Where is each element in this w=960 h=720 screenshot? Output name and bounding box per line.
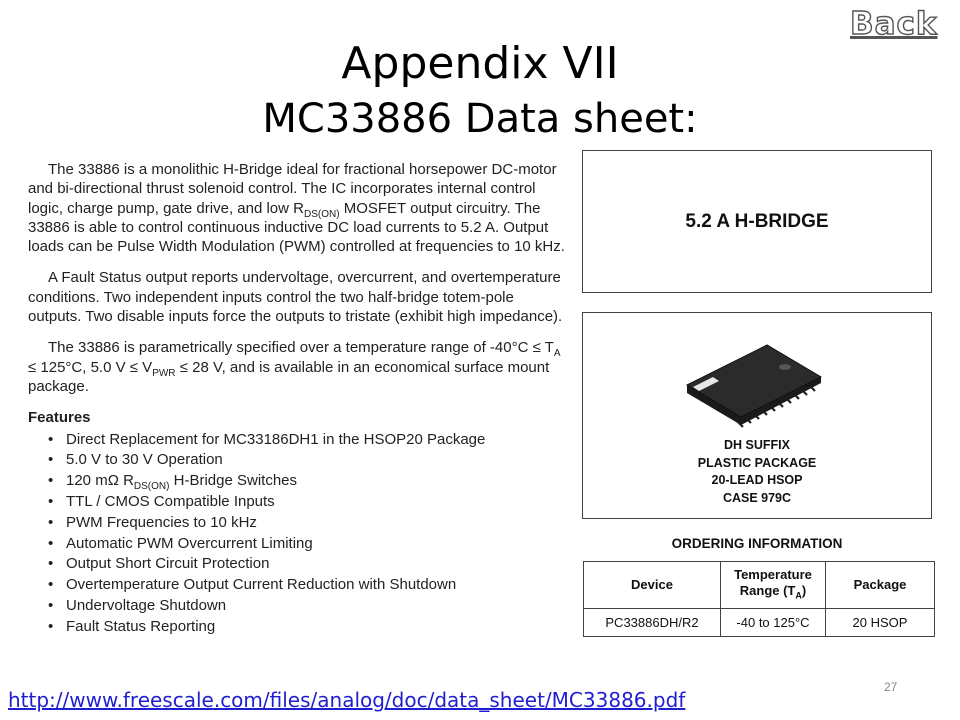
col-temp-line1: Temperature xyxy=(734,566,812,582)
list-item: • Automatic PWM Overcurrent Limiting xyxy=(48,534,568,555)
p3-text-a: The 33886 is parametrically specified over a temperature range of -40°C ≤ T xyxy=(48,339,554,357)
ordering-heading: ORDERING INFORMATION xyxy=(671,536,843,551)
datasheet-link[interactable]: http://www.freescale.com/files/analog/doc/data_sheet/MC33886.pdf xyxy=(8,688,686,712)
list-item: • Direct Replacement for MC33186DH1 in the HSOP20 Package xyxy=(48,430,568,451)
p3-text-c: ≤ 28 V, and is available in an economical surface mount package. xyxy=(28,358,550,395)
col-temp-paren: ) xyxy=(801,582,807,598)
item3-text-b: H-Bridge Switches xyxy=(169,472,298,490)
features-list xyxy=(28,430,568,638)
list-item: • 5.0 V to 30 V Operation xyxy=(48,450,568,471)
package-line-1: DH SUFFIX xyxy=(724,438,790,452)
cell-package: 20 HSOP xyxy=(826,609,935,637)
description-paragraph-3 xyxy=(28,338,568,396)
p1-subscript: DS(ON) xyxy=(303,208,340,220)
col-temp-subscript: A xyxy=(795,590,802,601)
description-paragraph-2: A Fault Status output reports undervoltage, overcurrent, and overtemperature conditions. Two independent inputs control the two half-bridge totem-pole outputs. Two disable inputs force the outputs to tristate (exhibit high impedance). xyxy=(28,269,563,326)
description-paragraph-1 xyxy=(28,160,568,256)
item3-text-a: 120 mΩ R xyxy=(66,472,134,490)
col-temperature xyxy=(721,562,826,609)
package-line-3: 20-LEAD HSOP xyxy=(711,473,803,487)
list-item: • Overtemperature Output Current Reduction with Shutdown xyxy=(48,575,568,596)
page-title: Appendix VII xyxy=(341,38,619,89)
features-heading: Features xyxy=(28,409,91,427)
list-item: • Undervoltage Shutdown xyxy=(48,596,568,617)
back-button[interactable]: Back xyxy=(850,6,938,42)
description-column xyxy=(28,160,568,638)
p3-subscript-2: PWR xyxy=(152,367,176,379)
cell-device: PC33886DH/R2 xyxy=(584,609,721,637)
ic-chip-icon xyxy=(679,333,829,433)
list-item: • Fault Status Reporting xyxy=(48,617,568,638)
package-box xyxy=(582,312,932,519)
package-line-4: CASE 979C xyxy=(722,490,792,505)
col-package: Package xyxy=(826,562,935,609)
ordering-table xyxy=(583,561,935,637)
list-item: • TTL / CMOS Compatible Inputs xyxy=(48,492,568,513)
table-header-row xyxy=(584,562,935,609)
p3-subscript-1: A xyxy=(553,348,561,360)
list-item: • Output Short Circuit Protection xyxy=(48,554,568,575)
col-temp-line2: Range (T xyxy=(739,582,796,598)
item3-subscript: DS(ON) xyxy=(133,481,170,493)
page-number: 27 xyxy=(884,680,898,694)
col-device: Device xyxy=(584,562,721,609)
product-title-box xyxy=(582,150,932,293)
p1-text-a: The 33886 is a monolithic H-Bridge ideal for fractional horsepower DC-motor and bi-directional thrust solenoid control. The IC incorporates internal control logic, charge pump, gate drive, and low R xyxy=(28,161,557,217)
cell-temperature: -40 to 125°C xyxy=(721,609,826,637)
p1-text-b: MOSFET output circuitry. The 33886 is able to control continuous inductive DC load currents to 5.2 A. Output loads can be Pulse Width Modulation (PWM) controlled at frequencies to 10 kHz. xyxy=(28,199,565,256)
table-row xyxy=(584,609,935,637)
package-description xyxy=(583,437,931,507)
p3-text-b: ≤ 125°C, 5.0 V ≤ V xyxy=(28,358,153,376)
product-title: 5.2 A H-BRIDGE xyxy=(685,210,829,232)
list-item xyxy=(48,471,568,492)
package-line-2: PLASTIC PACKAGE xyxy=(697,455,817,470)
page-subtitle: MC33886 Data sheet: xyxy=(262,96,698,142)
list-item: • PWM Frequencies to 10 kHz xyxy=(48,513,568,534)
